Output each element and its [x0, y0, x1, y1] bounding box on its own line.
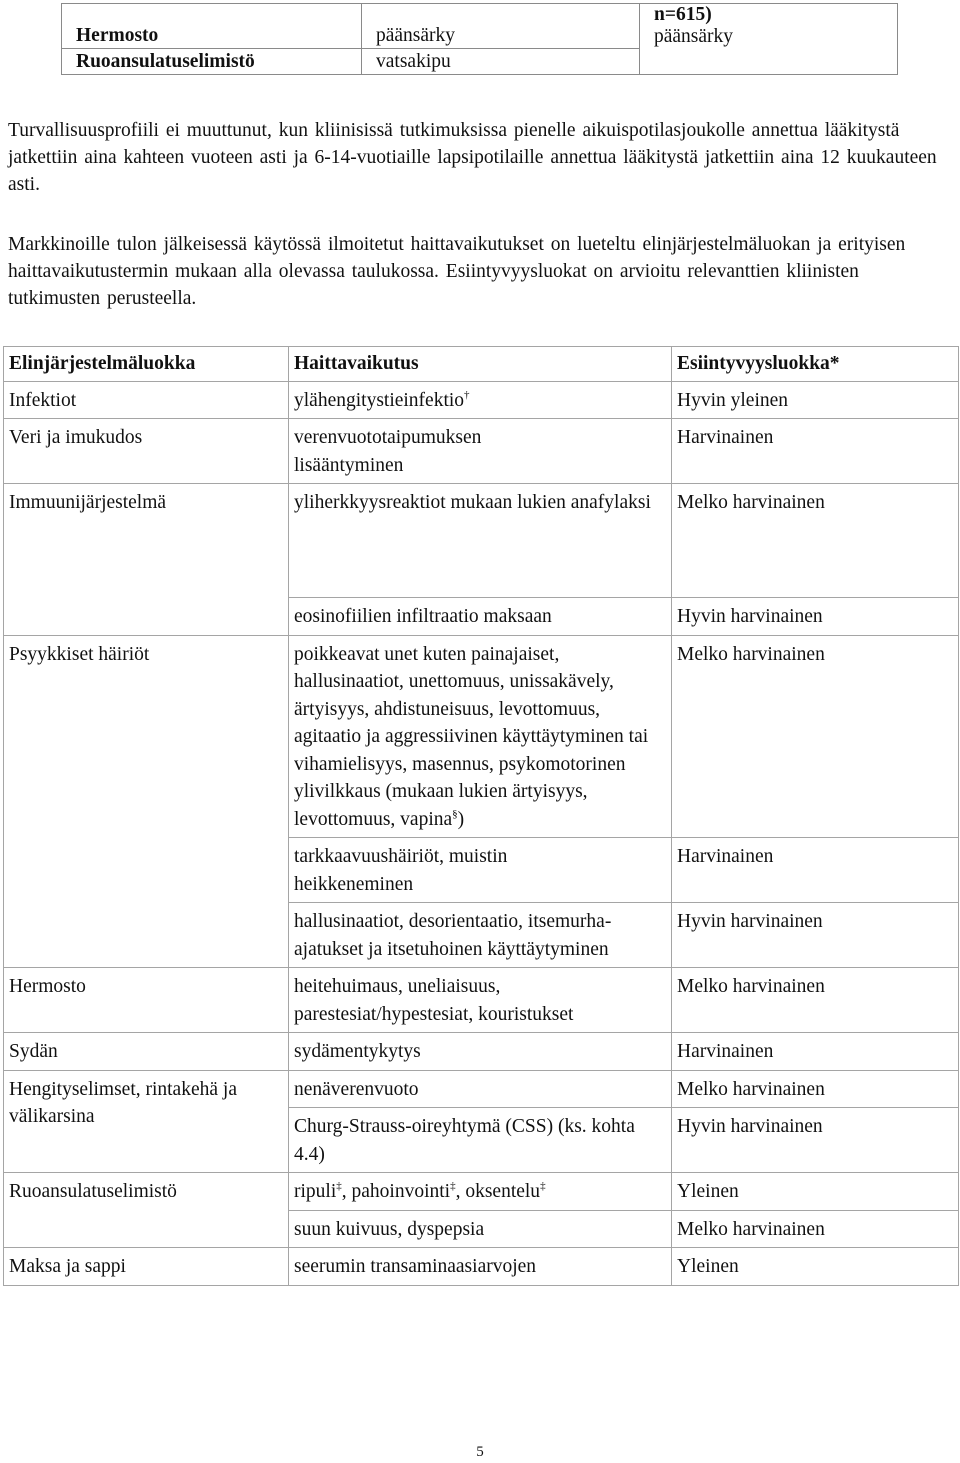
footnote-double-dagger: ‡: [450, 1180, 456, 1192]
organ-class-cell: Immuunijärjestelmä: [4, 484, 289, 636]
reaction-cell: [289, 635, 672, 838]
frequency-cell: Harvinainen: [672, 838, 959, 903]
frequency-cell: Yleinen: [672, 1248, 959, 1286]
reaction-cell: [640, 48, 898, 74]
reaction-text: ylähengitystieinfektio: [294, 389, 465, 411]
frequency-cell: Harvinainen: [672, 1033, 959, 1071]
frequency-cell: Harvinainen: [672, 419, 959, 484]
reaction-cell: sydämentykytys: [289, 1033, 672, 1071]
reaction-text: ripuli: [294, 1181, 337, 1202]
reaction-cell: nenäverenvuoto: [289, 1070, 672, 1108]
table-header-row: [4, 347, 959, 382]
table-row: [4, 635, 959, 838]
reaction-cell: yliherkkyysreaktiot mukaan lukien anafylaksi: [289, 484, 672, 598]
reaction-cell: hallusinaatiot, desorientaatio, itsemurha-ajatukset ja itsetuhoinen käyttäytyminen: [289, 903, 672, 968]
header-organ-class: Elinjärjestelmäluokka: [4, 347, 289, 382]
reaction-text: poikkeavat unet kuten painajaiset, hallusinaatiot, unettomuus, unissakävely, ärtyisyys, ahdistuneisuus, levottomuus, agitaatio ja aggressiivinen käyttäytyminen tai vihamielisyys, masennus, psykomotorinen ylivilkkaus (mukaan lukien ärtyisyys, levottomuus, vapina: [294, 643, 649, 830]
organ-class-cell: Hengityselimset, rintakehä ja välikarsina: [4, 1070, 289, 1173]
table-row: [4, 1070, 959, 1108]
table-row: [4, 968, 959, 1033]
reaction-cell: Churg-Strauss-oireyhtymä (CSS) (ks. kohta 4.4): [289, 1108, 672, 1173]
frequency-cell: Melko harvinainen: [672, 968, 959, 1033]
organ-class-cell: Ruoansulatuselimistö: [62, 48, 362, 74]
frequency-cell: Melko harvinainen: [672, 484, 959, 598]
page-number: 5: [476, 1444, 484, 1460]
footnote-section: §: [452, 807, 458, 820]
organ-class-cell: Psyykkiset häiriöt: [4, 635, 289, 968]
post-marketing-paragraph: Markkinoille tulon jälkeisessä käytössä ilmoitetut haittavaikutukset on lueteltu elinjärjestelmäluokan ja erityisen haittavaikutustermin mukaan alla olevassa taulukossa. Esiintyvyysluokat on arvioitu relevanttien kliinisten tutkimusten perusteella.: [8, 234, 906, 309]
table-row: [4, 381, 959, 419]
reaction-cell: päänsärky: [362, 4, 640, 49]
reaction-text: , pahoinvointi: [341, 1181, 451, 1202]
safety-profile-paragraph: Turvallisuusprofiili ei muuttunut, kun kliinisissä tutkimuksissa pienelle aikuispotilasjoukolle annettua lääkitystä jatkettiin aina kahteen vuoteen asti ja 6-14-vuotiaille lapsipotilaille annettua lääkitystä jatkettiin aina 12 kuukauteen asti.: [8, 120, 937, 195]
header-frequency: Esiintyvyysluokka*: [672, 347, 959, 382]
frequency-cell: Melko harvinainen: [672, 635, 959, 838]
frequency-cell: Hyvin harvinainen: [672, 903, 959, 968]
reaction-cell: [289, 1173, 672, 1211]
footnote-double-dagger: ‡: [540, 1180, 546, 1192]
reaction-cell: verenvuototaipumuksen lisääntyminen: [289, 419, 672, 484]
n-count-label: n=615): [654, 4, 712, 25]
table-row: [4, 1248, 959, 1286]
reaction-text: , oksentelu: [455, 1181, 541, 1202]
organ-class-cell: Sydän: [4, 1033, 289, 1071]
table-row: [4, 484, 959, 598]
reaction-text-tail: ): [457, 808, 465, 830]
reaction-cell: eosinofiilien infiltraatio maksaan: [289, 598, 672, 636]
table-row: [62, 48, 898, 74]
post-marketing-adverse-reactions-table: [3, 346, 959, 1286]
table-row: [62, 4, 898, 49]
organ-class-cell: Hermosto: [4, 968, 289, 1033]
reaction-cell: heitehuimaus, uneliaisuus, parestesiat/hypestesiat, kouristukset: [289, 968, 672, 1033]
organ-class-cell: Veri ja imukudos: [4, 419, 289, 484]
frequency-cell: Hyvin harvinainen: [672, 598, 959, 636]
reaction-cell: päänsärky: [654, 26, 734, 47]
frequency-cell: Melko harvinainen: [672, 1210, 959, 1248]
frequency-cell: Yleinen: [672, 1173, 959, 1211]
reaction-cell: tarkkaavuushäiriöt, muistin heikkeneminen: [289, 838, 672, 903]
frequency-cell: Melko harvinainen: [672, 1070, 959, 1108]
organ-class-cell: Hermosto: [62, 4, 362, 49]
reaction-cell: [289, 381, 672, 419]
table-row: [4, 1173, 959, 1211]
organ-class-cell: Infektiot: [4, 381, 289, 419]
reaction-cell: seerumin transaminaasiarvojen: [289, 1248, 672, 1286]
frequency-cell: Hyvin yleinen: [672, 381, 959, 419]
organ-class-cell: Ruoansulatuselimistö: [4, 1173, 289, 1248]
frequency-cell: Hyvin harvinainen: [672, 1108, 959, 1173]
adverse-reactions-table-continued: [61, 3, 898, 75]
table-row: [4, 1033, 959, 1071]
table-row: [4, 419, 959, 484]
reaction-cell: vatsakipu: [362, 48, 640, 74]
footnote-dagger: †: [464, 388, 470, 401]
n-count-cell: [640, 4, 898, 49]
header-adverse-reaction: Haittavaikutus: [289, 347, 672, 382]
footnote-double-dagger: ‡: [336, 1180, 342, 1192]
organ-class-cell: Maksa ja sappi: [4, 1248, 289, 1286]
reaction-cell: suun kuivuus, dyspepsia: [289, 1210, 672, 1248]
